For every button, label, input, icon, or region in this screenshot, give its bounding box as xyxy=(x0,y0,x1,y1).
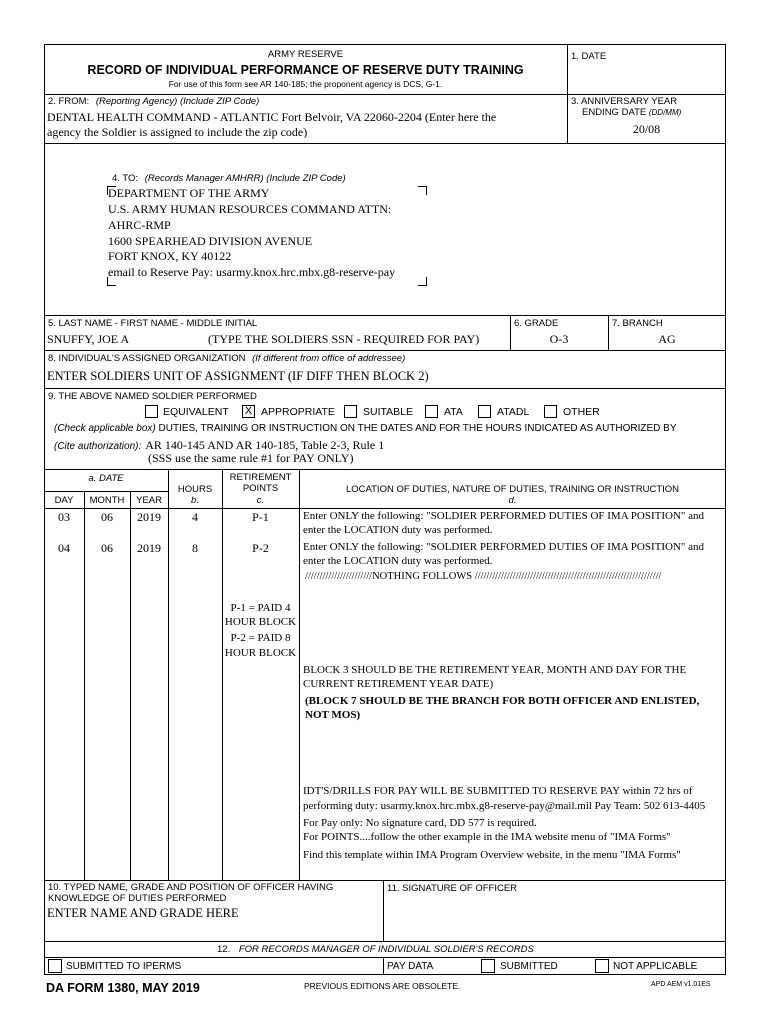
ata-checkbox[interactable] xyxy=(425,405,438,418)
cite-hint: (Cite authorization): xyxy=(54,441,142,452)
header-agency: ARMY RESERVE xyxy=(267,49,344,60)
divider xyxy=(383,957,384,975)
grade-field[interactable]: O-3 xyxy=(549,332,569,346)
equivalent-label: EQUIVALENT xyxy=(163,406,229,418)
atadl-label: ATADL xyxy=(497,406,530,418)
date-header: a. DATE xyxy=(88,473,124,484)
submitted-checkbox[interactable] xyxy=(481,959,495,973)
org-field[interactable]: ENTER SOLDIERS UNIT OF ASSIGNMENT (IF DIFF THEN BLOCK 2) xyxy=(47,369,429,383)
name-label: 5. LAST NAME - FIRST NAME - MIDDLE INITIAL xyxy=(48,318,258,329)
performed-label: 9. THE ABOVE NAMED SOLDIER PERFORMED xyxy=(48,391,257,402)
anniversary-label-text: ENDING DATE xyxy=(582,107,647,118)
org-label xyxy=(48,353,405,364)
divider xyxy=(44,94,726,95)
officer-label-2: KNOWLEDGE OF DUTIES PERFORMED xyxy=(48,893,227,904)
address-line: U.S. ARMY HUMAN RESOURCES COMMAND ATTN: xyxy=(108,202,392,216)
day-header: DAY xyxy=(54,495,74,506)
row2-points[interactable]: P-2 xyxy=(252,541,269,555)
authorization-instruction xyxy=(54,423,677,434)
location-sub: d. xyxy=(508,495,517,506)
branch-label: 7. BRANCH xyxy=(612,318,663,329)
row2-month[interactable]: 06 xyxy=(101,541,113,555)
grade-label: 6. GRADE xyxy=(514,318,559,329)
anniversary-hint: (DD/MM) xyxy=(648,108,682,117)
other-checkbox[interactable] xyxy=(544,405,557,418)
instruction-text: DUTIES, TRAINING OR INSTRUCTION ON THE DATES AND FOR THE HOURS INDICATED AS AUTHORIZED BY xyxy=(155,423,677,434)
row2-year[interactable]: 2019 xyxy=(137,541,161,555)
signature-field[interactable] xyxy=(387,896,721,938)
divider xyxy=(567,44,568,94)
officer-name-field[interactable]: ENTER NAME AND GRADE HERE xyxy=(47,906,239,920)
divider xyxy=(299,469,300,880)
block7-note: (BLOCK 7 SHOULD BE THE BRANCH FOR BOTH OFFICER AND ENLISTED, xyxy=(305,695,700,707)
divider xyxy=(44,491,168,492)
branch-field[interactable]: AG xyxy=(658,332,676,346)
form-number: DA FORM 1380, MAY 2019 xyxy=(46,981,200,995)
row2-location[interactable]: Enter ONLY the following: "SOLDIER PERFORMED DUTIES OF IMA POSITION" and xyxy=(303,541,705,553)
suitable-checkbox[interactable] xyxy=(344,405,357,418)
ata-label: ATA xyxy=(444,406,463,418)
signature-label: 11. SIGNATURE OF OFFICER xyxy=(387,883,518,894)
points-legend: HOUR BLOCK xyxy=(224,647,297,659)
sss-note: (SSS use the same rule #1 for PAY ONLY) xyxy=(148,451,354,465)
points-sub: c. xyxy=(256,495,265,506)
idt-note-2: performing duty: usarmy.knox.hrc.mbx.g8-reserve-pay@mail.mil Pay Team: 502 613-4405 xyxy=(303,800,706,812)
appropriate-label: APPROPRIATE xyxy=(261,406,335,418)
divider xyxy=(44,508,726,509)
anniversary-label: 3. ANNIVERSARY YEAR xyxy=(571,96,678,107)
anniversary-label-2 xyxy=(582,107,681,118)
suitable-label: SUITABLE xyxy=(363,406,413,418)
divider xyxy=(44,957,726,958)
name-value: SNUFFY, JOE A xyxy=(47,332,130,346)
template-note: Find this template within IMA Program Overview website, in the menu "IMA Forms" xyxy=(303,849,681,861)
row2-day[interactable]: 04 xyxy=(58,541,70,555)
anniversary-field[interactable]: 20/08 xyxy=(632,122,661,136)
to-label xyxy=(112,173,346,184)
check-mark: X xyxy=(244,405,253,417)
pay-only-note: For Pay only: No signature card, DD 577 is required. xyxy=(303,817,537,829)
to-hint: (Records Manager AMHRR) (Include ZIP Code) xyxy=(144,173,346,184)
points-note: For POINTS....follow the other example in the IMA website menu of "IMA Forms" xyxy=(303,831,671,843)
iperms-label: SUBMITTED TO IPERMS xyxy=(66,961,182,972)
address-line: FORT KNOX, KY 40122 xyxy=(108,249,232,263)
version-tag: APD AEM v1.01ES xyxy=(651,981,711,988)
corner-mark xyxy=(418,277,427,286)
hours-sub: b. xyxy=(191,495,199,506)
points-header: RETIREMENT xyxy=(229,472,292,483)
divider xyxy=(44,469,726,470)
divider xyxy=(44,941,726,942)
month-header: MONTH xyxy=(89,495,125,506)
ssn-note: (TYPE THE SOLDIERS SSN - REQUIRED FOR PAY) xyxy=(208,332,480,346)
not-applicable-checkbox[interactable] xyxy=(595,959,609,973)
org-hint: (If different from office of addressee) xyxy=(252,353,406,364)
address-line: email to Reserve Pay: usarmy.knox.hrc.mbx.g8-reserve-pay xyxy=(108,265,396,279)
block7-note-2: NOT MOS) xyxy=(305,709,361,721)
divider xyxy=(44,143,726,144)
to-field[interactable] xyxy=(107,186,427,286)
org-label-text: 8. INDIVIDUAL'S ASSIGNED ORGANIZATION xyxy=(48,353,246,364)
row1-year[interactable]: 2019 xyxy=(137,510,161,524)
from-line-1: DENTAL HEALTH COMMAND - ATLANTIC Fort Belvoir, VA 22060-2204 (Enter here the xyxy=(47,110,497,124)
year-header: YEAR xyxy=(136,495,162,506)
points-header-2: POINTS xyxy=(242,483,279,494)
to-label-text: 4. TO: xyxy=(112,173,139,184)
equivalent-checkbox[interactable] xyxy=(145,405,158,418)
iperms-checkbox[interactable] xyxy=(48,959,62,973)
row1-location-2: enter the LOCATION duty was performed. xyxy=(303,524,493,536)
divider xyxy=(44,350,726,351)
officer-label: 10. TYPED NAME, GRADE AND POSITION OF OFFICER HAVING xyxy=(48,882,334,893)
from-label xyxy=(48,96,259,107)
address-line: AHRC-RMP xyxy=(108,218,171,232)
block3-note-2: CURRENT RETIREMENT YEAR DATE) xyxy=(303,678,494,690)
atadl-checkbox[interactable] xyxy=(478,405,491,418)
editions-note: PREVIOUS EDITIONS ARE OBSOLETE. xyxy=(304,981,461,991)
records-manager-header xyxy=(217,944,534,955)
name-field[interactable] xyxy=(47,332,507,348)
divider xyxy=(44,388,726,389)
not-applicable-label: NOT APPLICABLE xyxy=(613,961,698,972)
nothing-follows: ///////////////////////NOTHING FOLLOWS //////////////////////////////////////////////////////////////// xyxy=(305,571,662,582)
block3-note: BLOCK 3 SHOULD BE THE RETIREMENT YEAR, MONTH AND DAY FOR THE xyxy=(303,664,687,676)
row1-location[interactable]: Enter ONLY the following: "SOLDIER PERFORMED DUTIES OF IMA POSITION" and xyxy=(303,510,705,522)
row1-hours[interactable]: 4 xyxy=(192,510,198,524)
divider xyxy=(44,315,726,316)
cite-field[interactable]: AR 140-145 AND AR 140-185, Table 2-3, Rule 1 xyxy=(145,438,385,452)
address-line: DEPARTMENT OF THE ARMY xyxy=(108,186,270,200)
divider xyxy=(44,880,726,881)
idt-note: IDT'S/DRILLS FOR PAY WILL BE SUBMITTED TO RESERVE PAY within 72 hrs of xyxy=(303,785,693,797)
row2-hours[interactable]: 8 xyxy=(192,541,198,555)
location-header: LOCATION OF DUTIES, NATURE OF DUTIES, TRAINING OR INSTRUCTION xyxy=(345,484,680,495)
form-title: RECORD OF INDIVIDUAL PERFORMANCE OF RESERVE DUTY TRAINING xyxy=(87,63,524,77)
row2-location-2: enter the LOCATION duty was performed. xyxy=(303,555,493,567)
date-field[interactable] xyxy=(575,68,720,90)
other-label: OTHER xyxy=(563,406,600,418)
records-label: FOR RECORDS MANAGER OF INDIVIDUAL SOLDIER'S RECORDS xyxy=(238,944,534,955)
pay-data-label: PAY DATA xyxy=(387,961,434,972)
instruction-hint: (Check applicable box) xyxy=(54,423,156,434)
points-legend: P-1 = PAID 4 xyxy=(230,602,291,614)
row1-day[interactable]: 03 xyxy=(58,510,70,524)
points-legend: P-2 = PAID 8 xyxy=(230,632,291,644)
row1-month[interactable]: 06 xyxy=(101,510,113,524)
row1-points[interactable]: P-1 xyxy=(252,510,269,524)
from-field[interactable] xyxy=(47,110,563,140)
submitted-label: SUBMITTED xyxy=(500,961,558,972)
points-legend: HOUR BLOCK xyxy=(224,616,297,628)
from-label-text: 2. FROM: xyxy=(48,96,90,107)
records-number: 12. xyxy=(217,944,231,955)
date-label: 1. DATE xyxy=(571,51,607,62)
from-hint: (Reporting Agency) (Include ZIP Code) xyxy=(95,96,260,107)
address-line: 1600 SPEARHEAD DIVISION AVENUE xyxy=(108,234,313,248)
appropriate-checkbox[interactable] xyxy=(242,405,255,418)
form-subtitle: For use of this form see AR 140-185; the proponent agency is DCS, G-1. xyxy=(168,79,443,89)
hours-header: HOURS xyxy=(177,484,213,495)
divider xyxy=(168,469,169,880)
corner-mark xyxy=(418,186,427,195)
divider xyxy=(222,469,223,880)
divider xyxy=(383,880,384,941)
from-line-2: agency the Soldier is assigned to include the zip code) xyxy=(47,125,308,139)
